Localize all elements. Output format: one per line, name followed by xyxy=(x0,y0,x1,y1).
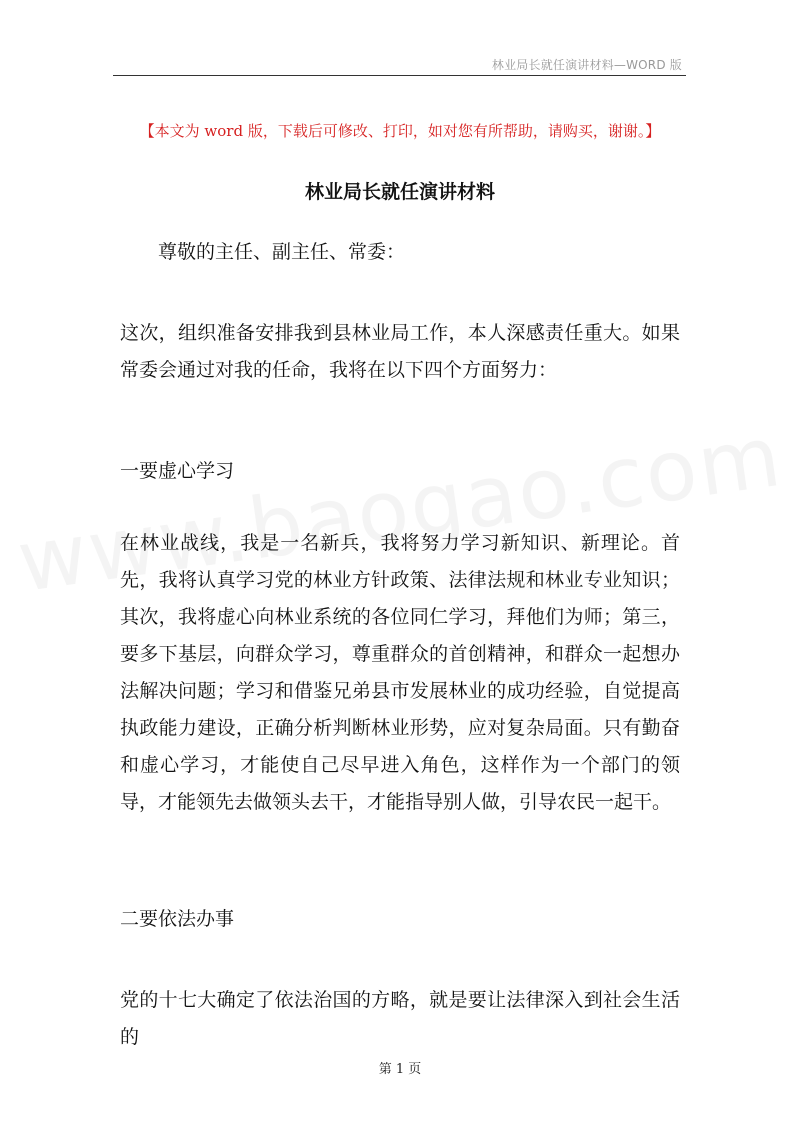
page-number: 第 1 页 xyxy=(378,1062,422,1077)
intro-paragraph: 这次，组织准备安排我到县林业局工作，本人深感责任重大。如果常委会通过对我的任命，我将在以下四个方面努力： xyxy=(120,322,680,381)
header-divider xyxy=(113,75,686,76)
salutation: 尊敬的主任、副主任、常委： xyxy=(158,241,406,263)
section-heading-2: 二要依法办事 xyxy=(120,908,235,930)
section-body-2: 党的十七大确定了依法治国的方略，就是要让法律深入到社会生活的 xyxy=(120,989,680,1048)
section-body-1: 在林业战线，我是一名新兵，我将努力学习新知识、新理论。首先，我将认真学习党的林业方针政策、法律法规和林业专业知识；其次，我将虚心向林业系统的各位同仁学习，拜他们为师；第三，要多下基层，向群众学习，尊重群众的首创精神，和群众一起想办法解决问题；学习和借鉴兄弟县市发展林业的成功经验，自觉提高执政能力建设，正确分析判断林业形势，应对复杂局面。只有勤奋和虚心学习，才能使自己尽早进入角色，这样作为一个部门的领导，才能领先去做领头去干，才能指导别人做，引导农民一起干。 xyxy=(120,532,680,813)
section-heading-1: 一要虚心学习 xyxy=(120,460,235,482)
document-title: 林业局长就任演讲材料 xyxy=(304,181,495,203)
running-header: 林业局长就任演讲材料—WORD 版 xyxy=(491,58,682,72)
download-notice: 【本文为 word 版，下载后可修改、打印，如对您有所帮助，请购买，谢谢。】 xyxy=(139,122,661,140)
